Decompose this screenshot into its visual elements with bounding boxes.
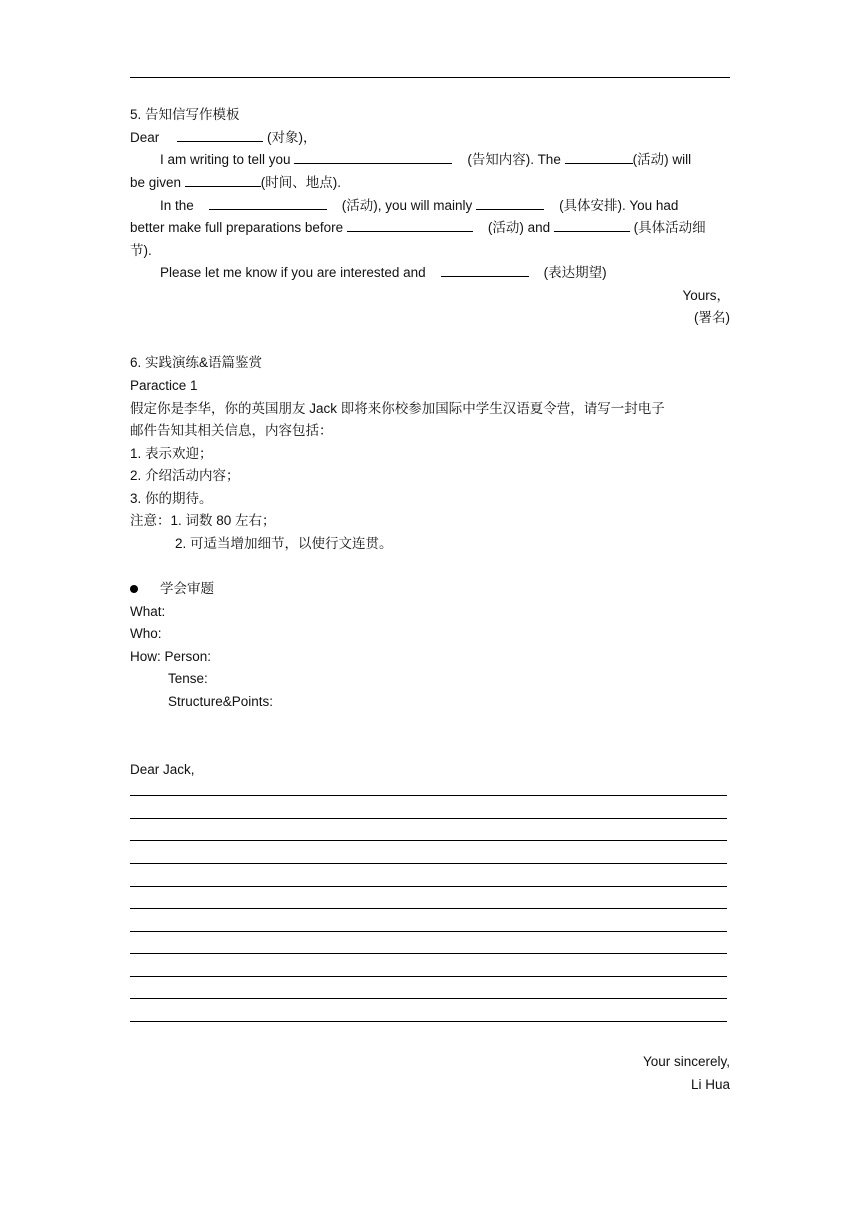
top-rule: [130, 77, 730, 78]
letter-name: Li Hua: [690, 1077, 730, 1092]
template-text: (表达期望): [528, 265, 607, 280]
writing-line[interactable]: [130, 795, 727, 796]
template-text: Please let me know if you are interested and: [160, 265, 441, 280]
template-text: better make full preparations before: [130, 220, 347, 235]
writing-line[interactable]: [130, 818, 727, 819]
section6-heading: 6. 实践演练&语篇鉴赏: [130, 355, 263, 370]
letter-greeting: Dear Jack,: [130, 762, 195, 777]
analysis-who: Who:: [130, 626, 162, 641]
writing-line[interactable]: [130, 886, 727, 887]
blank-expectation[interactable]: [441, 263, 529, 277]
writing-line[interactable]: [130, 1021, 727, 1022]
template-text: (活动), you will mainly: [326, 198, 477, 213]
template-text: (具体安排). You had: [544, 198, 679, 213]
analysis-how: How: Person:: [130, 649, 212, 664]
template-line-1: [130, 149, 730, 171]
writing-line[interactable]: [130, 863, 727, 864]
template-line-2: [130, 172, 730, 194]
writing-line[interactable]: [130, 908, 727, 909]
template-text: be given: [130, 175, 185, 190]
writing-line[interactable]: [130, 931, 727, 932]
template-line-4: [130, 217, 730, 239]
section5-heading: 5. 告知信写作模板: [130, 107, 240, 122]
blank-activity-2[interactable]: [209, 196, 327, 210]
writing-line[interactable]: [130, 953, 727, 954]
task-point-2: 2. 介绍活动内容；: [130, 468, 240, 483]
blank-activity[interactable]: [565, 150, 633, 164]
blank-time-place[interactable]: [185, 173, 261, 187]
analysis-heading: [130, 578, 730, 600]
task-line-1: 假定你是李华，你的英国朋友 Jack 即将来你校参加国际中学生汉语夏令营，请写一封电子: [130, 401, 665, 416]
writing-line[interactable]: [130, 840, 727, 841]
analysis-title: 学会审题: [160, 581, 214, 596]
analysis-what: What:: [130, 604, 166, 619]
template-text: (活动) will: [632, 152, 692, 167]
yours-line: Yours，: [682, 288, 730, 303]
blank-recipient[interactable]: [177, 128, 263, 142]
template-line-3: [130, 195, 730, 217]
template-text: (时间、地点).: [260, 175, 342, 190]
bullet-icon: [130, 585, 138, 593]
task-point-3: 3. 你的期待。: [130, 491, 213, 506]
template-text: (具体活动细: [629, 220, 706, 235]
dear-label: Dear: [130, 130, 160, 145]
writing-line[interactable]: [130, 998, 727, 999]
analysis-tense: Tense:: [168, 671, 208, 686]
blank-activity-3[interactable]: [347, 218, 473, 232]
blank-arrangement[interactable]: [476, 196, 544, 210]
blank-content[interactable]: [294, 150, 452, 164]
dear-line: [130, 127, 730, 149]
template-text: In the: [160, 198, 209, 213]
letter-closing: Your sincerely,: [642, 1054, 730, 1069]
task-line-2: 邮件告知其相关信息，内容包括：: [130, 423, 333, 438]
template-text: (告知内容). The: [452, 152, 565, 167]
template-line-6: [130, 262, 730, 284]
note-1: 注意：1. 词数 80 左右；: [130, 513, 276, 528]
practice-title: Paractice 1: [130, 378, 198, 393]
blank-details[interactable]: [554, 218, 630, 232]
template-line-5: 节).: [130, 243, 152, 258]
template-text: I am writing to tell you: [160, 152, 295, 167]
analysis-structure: Structure&Points:: [168, 694, 274, 709]
dear-suffix: (对象)，: [263, 130, 317, 145]
template-text: (活动) and: [472, 220, 554, 235]
note-2: 2. 可适当增加细节，以使行文连贯。: [175, 536, 393, 551]
task-point-1: 1. 表示欢迎；: [130, 446, 213, 461]
signature-line: (署名): [694, 310, 730, 325]
writing-line[interactable]: [130, 976, 727, 977]
